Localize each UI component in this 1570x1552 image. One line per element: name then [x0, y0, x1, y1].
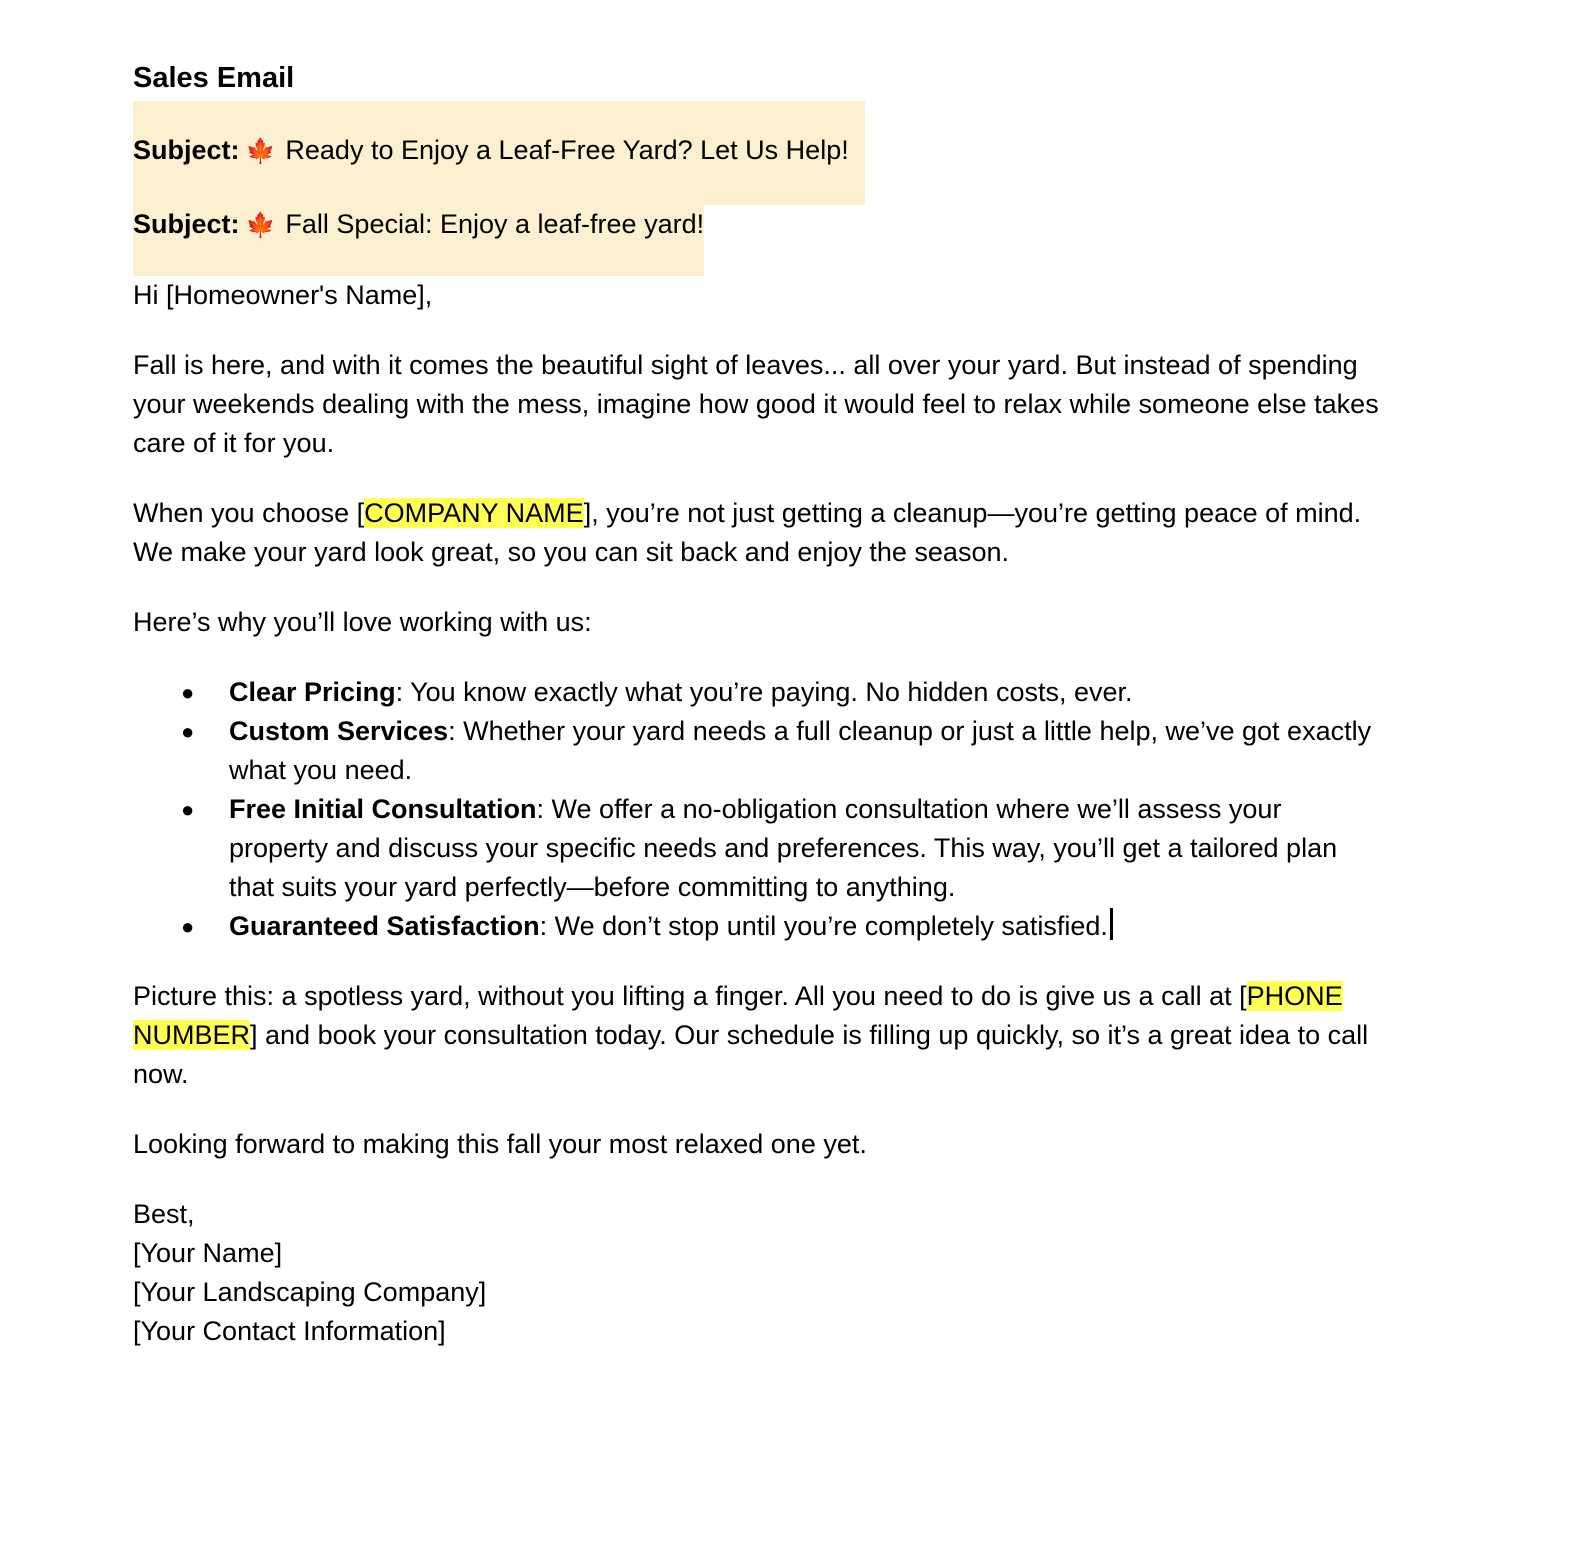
subject-text: Ready to Enjoy a Leaf-Free Yard? Let Us Help! [285, 135, 849, 165]
text: When you choose [ [133, 498, 365, 528]
text: ], you’re not just getting a cleanup—you’re getting peace of mind. We make your yard look great, so you can sit back and enjoy the season. [133, 498, 1362, 567]
company-name-placeholder: COMPANY NAME [364, 498, 584, 528]
bullet-heading: Clear Pricing [229, 677, 396, 707]
paragraph-intro: Fall is here, and with it comes the beautiful sight of leaves... all over your yard. But instead of spending your weekends dealing with the mess, imagine how good it would feel to relax while someone else takes care of it for you. [133, 350, 1379, 458]
closing-line: Looking forward to making this fall your most relaxed one yet. [133, 1129, 867, 1159]
list-item [229, 907, 1383, 946]
text: ] and book your consultation today. Our schedule is filling up quickly, so it’s a great idea to call now. [133, 1020, 1369, 1089]
bullet-text: : You know exactly what you’re paying. No hidden costs, ever. [395, 677, 1133, 707]
bullet-heading: Guaranteed Satisfaction [229, 911, 540, 941]
subject-line-1 [133, 101, 865, 205]
list-item [229, 790, 1383, 907]
paragraph-company [133, 494, 1383, 572]
list-item [229, 712, 1383, 790]
bullet-text: : We don’t stop until you’re completely satisfied. [539, 911, 1108, 941]
text: Picture this: a spotless yard, without you lifting a finger. All you need to do is give us a call at [ [133, 981, 1247, 1011]
signature-contact: [Your Contact Information] [133, 1316, 446, 1346]
subject-label: Subject: [133, 135, 240, 165]
phone-number-placeholder: PHONE NUMBER [133, 981, 1343, 1050]
text-cursor [1110, 908, 1113, 940]
subject-text: Fall Special: Enjoy a leaf-free yard! [285, 209, 705, 239]
document-body[interactable] [133, 59, 1383, 1351]
signoff: Best, [133, 1199, 195, 1229]
benefits-list [133, 673, 1383, 946]
signature-name: [Your Name] [133, 1238, 283, 1268]
bullet-heading: Free Initial Consultation [229, 794, 537, 824]
maple-leaf-icon: 🍁 [245, 138, 276, 165]
subject-line-2 [133, 205, 704, 276]
list-intro: Here’s why you’ll love working with us: [133, 607, 592, 637]
signature [133, 1195, 1383, 1351]
maple-leaf-icon: 🍁 [245, 212, 276, 239]
bullet-text: : We offer a no-obligation consultation where we’ll assess your property and discuss your specific needs and preferences. This way, you’ll get a tailored plan that suits your yard perfectly—before committing to anything. [229, 794, 1338, 902]
list-item [229, 673, 1383, 712]
greeting: Hi [Homeowner's Name], [133, 280, 433, 310]
subject-label: Subject: [133, 209, 240, 239]
paragraph-call [133, 977, 1383, 1094]
signature-company: [Your Landscaping Company] [133, 1277, 487, 1307]
bullet-heading: Custom Services [229, 716, 449, 746]
bullet-text: : Whether your yard needs a full cleanup or just a little help, we’ve got exactly what you need. [229, 716, 1372, 785]
document-title: Sales Email [133, 62, 295, 94]
